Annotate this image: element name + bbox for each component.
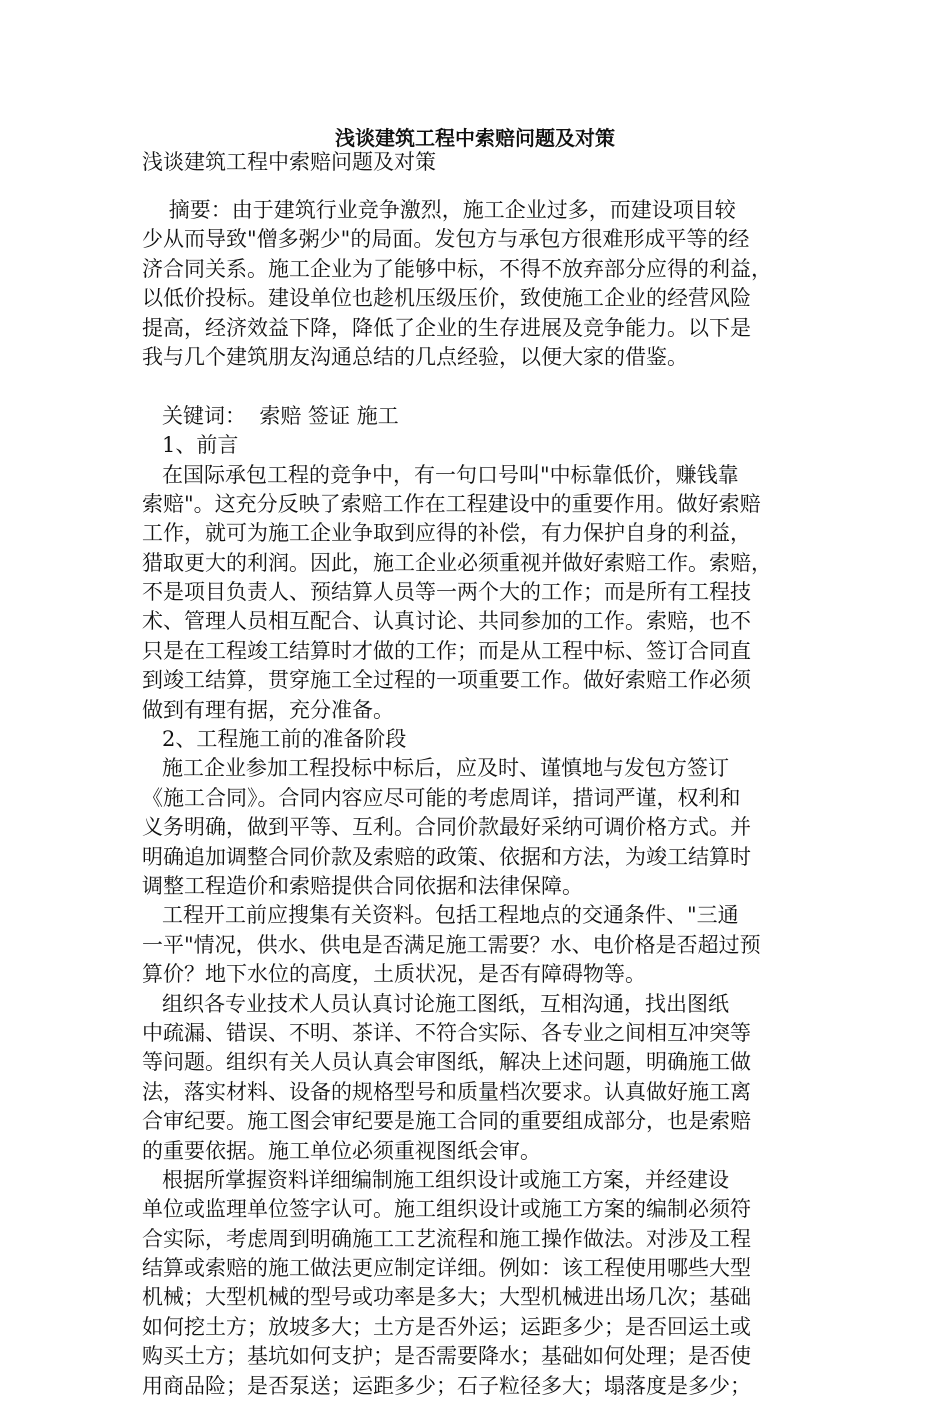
body-line: 关键词： 索赔 签证 施工 <box>142 403 399 428</box>
body-line: 购买土方；基坑如何支护；是否需要降水；基础如何处理；是否使 <box>142 1344 751 1369</box>
body-line: 法，落实材料、设备的规格型号和质量档次要求。认真做好施工离 <box>142 1079 751 1104</box>
body-line: 以低价投标。建设单位也趁机压级压价，致使施工企业的经营风险 <box>142 286 751 311</box>
body-line: 如何挖土方；放坡多大；土方是否外运；运距多少；是否回运土或 <box>142 1314 751 1339</box>
body-line: 明确追加调整合同价款及索赔的政策、依据和方法，为竣工结算时 <box>142 844 751 869</box>
body-line: 济合同关系。施工企业为了能够中标，不得不放弃部分应得的利益， <box>142 256 772 281</box>
body-line: 机械；大型机械的型号或功率是多大；大型机械进出场几次；基础 <box>142 1285 751 1310</box>
body-line: 索赔"。这充分反映了索赔工作在工程建设中的重要作用。做好索赔 <box>142 491 761 516</box>
body-line: 术、管理人员相互配合、认真讨论、共同参加的工作。索赔，也不 <box>142 609 751 634</box>
body-line: 不是项目负责人、预结算人员等一两个大的工作；而是所有工程技 <box>142 580 751 605</box>
body-line: 义务明确，做到平等、互利。合同价款最好采纳可调价格方式。并 <box>142 815 751 840</box>
body-line: 单位或监理单位签字认可。施工组织设计或施工方案的编制必须符 <box>142 1197 751 1222</box>
body-line: 做到有理有据，充分准备。 <box>142 697 394 722</box>
body-line: 根据所掌握资料详细编制施工组织设计或施工方案，并经建设 <box>142 1167 730 1192</box>
body-line: 《施工合同》。合同内容应尽可能的考虑周详，措词严谨，权利和 <box>142 785 741 810</box>
body-line: 等问题。组织有关人员认真会审图纸，解决上述问题，明确施工做 <box>142 1050 751 1075</box>
document-subtitle: 浅谈建筑工程中索赔问题及对策 <box>142 150 436 174</box>
document-body <box>142 196 812 1401</box>
body-line: 工程开工前应搜集有关资料。包括工程地点的交通条件、"三通 <box>142 903 739 928</box>
body-line: 算价？地下水位的高度，土质状况，是否有障碍物等。 <box>142 962 646 987</box>
body-line: 提高，经济效益下降，降低了企业的生存进展及竞争能力。以下是 <box>142 315 751 340</box>
document-title: 浅谈建筑工程中索赔问题及对策 <box>335 126 615 150</box>
body-line: 我与几个建筑朋友沟通总结的几点经验，以便大家的借鉴。 <box>142 344 688 369</box>
body-line: 只是在工程竣工结算时才做的工作；而是从工程中标、签订合同直 <box>142 638 751 663</box>
body-line: 1、前言 <box>142 433 239 458</box>
body-line: 少从而导致"僧多粥少"的局面。发包方与承包方很难形成平等的经 <box>142 227 750 252</box>
body-line: 调整工程造价和索赔提供合同依据和法律保障。 <box>142 873 583 898</box>
body-line: 的重要依据。施工单位必须重视图纸会审。 <box>142 1138 541 1163</box>
body-line: 一平"情况，供水、供电是否满足施工需要？水、电价格是否超过预 <box>142 932 761 957</box>
body-line: 到竣工结算，贯穿施工全过程的一项重要工作。做好索赔工作必须 <box>142 668 751 693</box>
body-line: 合审纪要。施工图会审纪要是施工合同的重要组成部分，也是索赔 <box>142 1109 751 1134</box>
body-line: 猎取更大的利润。因此，施工企业必须重视并做好索赔工作。索赔， <box>142 550 772 575</box>
body-line: 在国际承包工程的竞争中，有一句口号叫"中标靠低价，赚钱靠 <box>142 462 739 487</box>
blank-line <box>142 372 812 401</box>
body-line: 2、工程施工前的准备阶段 <box>142 727 407 752</box>
body-line: 用商品险；是否泵送；运距多少；石子粒径多大；塌落度是多少； <box>142 1373 751 1398</box>
body-line: 摘要：由于建筑行业竞争激烈，施工企业过多，而建设项目较 <box>142 198 736 222</box>
body-line: 结算或索赔的施工做法更应制定详细。例如：该工程使用哪些大型 <box>142 1256 751 1281</box>
body-line: 组织各专业技术人员认真讨论施工图纸，互相沟通，找出图纸 <box>142 991 730 1016</box>
body-line: 中疏漏、错误、不明、茶详、不符合实际、各专业之间相互冲突等 <box>142 1020 751 1045</box>
body-line: 工作，就可为施工企业争取到应得的补偿，有力保护自身的利益， <box>142 521 751 546</box>
body-line: 合实际，考虑周到明确施工工艺流程和施工操作做法。对涉及工程 <box>142 1226 751 1251</box>
body-line: 施工企业参加工程投标中标后，应及时、谨慎地与发包方签订 <box>142 756 730 781</box>
